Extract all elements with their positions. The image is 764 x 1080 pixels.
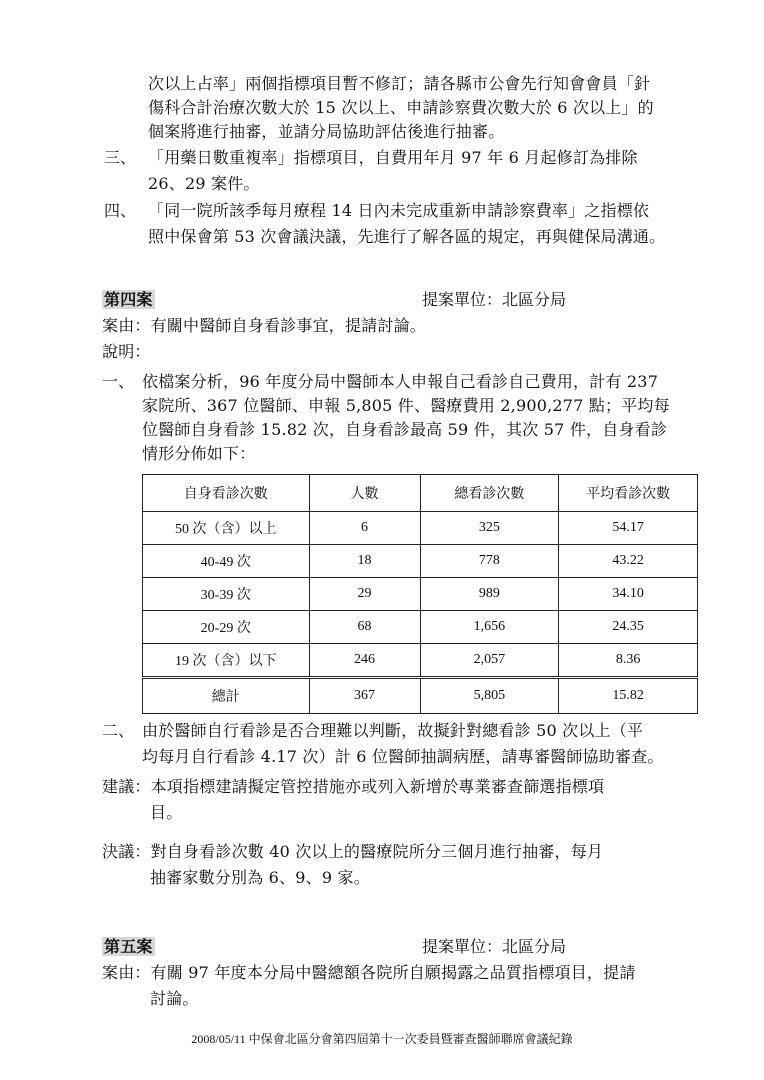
table-cell: 總計 [143, 678, 310, 714]
table-row [143, 578, 698, 611]
table-cell: 20-29 次 [143, 611, 310, 644]
table-cell: 246 [309, 644, 420, 678]
self-visit-table [142, 474, 698, 714]
suggest-line-2: 目。 [150, 803, 183, 822]
table-cell: 24.35 [559, 611, 698, 644]
table-cell: 68 [309, 611, 420, 644]
table-cell: 8.36 [559, 644, 698, 678]
page-footer: 2008/05/11 中保會北區分會第四屆第十一次委員暨審查醫師聯席會議紀錄 [191, 1032, 573, 1046]
table-header-row [143, 475, 698, 512]
table-cell: 34.10 [559, 578, 698, 611]
table-row [143, 512, 698, 545]
table-row [143, 644, 698, 678]
table-row [143, 611, 698, 644]
table-cell: 1,656 [420, 611, 559, 644]
table-cell: 367 [309, 678, 420, 714]
case5-reason-line-2: 討論。 [150, 989, 199, 1008]
case4-p2-marker: 二、 [102, 721, 135, 740]
item3-marker: 三、 [104, 148, 137, 167]
table-row [143, 545, 698, 578]
case4-p2-line-2: 均每月自行看診 4.17 次）計 6 位醫師抽調病歷，請專審醫師協助審查。 [142, 747, 664, 766]
case5-title-text: 第五案 [104, 937, 153, 956]
header-cell: 自身看診次數 [143, 475, 310, 512]
top-line-2: 傷科合計治療次數大於 15 次以上、申請診察費次數大於 6 次以上」的 [148, 98, 654, 117]
case4-title [102, 288, 155, 312]
item4-line-2: 照中保會第 53 次會議決議，先進行了解各區的規定，再與健保局溝通。 [148, 227, 666, 246]
table-cell: 18 [309, 545, 420, 578]
table-cell: 325 [420, 512, 559, 545]
case5-title [102, 935, 155, 959]
case4-p2-line-1: 由於醫師自行看診是否合理難以判斷，故擬針對總看診 50 次以上（平 [142, 721, 644, 740]
item3-line-1: 「用藥日數重複率」指標項目，自費用年月 97 年 6 月起修訂為排除 [148, 148, 638, 167]
case4-p1-line-4: 情形分佈如下： [142, 444, 256, 463]
item3-line-2: 26、29 案件。 [148, 174, 260, 193]
top-line-1: 次以上占率」兩個指標項目暫不修訂；請各縣市公會先行知會會員「針 [148, 74, 651, 93]
table-cell: 778 [420, 545, 559, 578]
table-cell: 29 [309, 578, 420, 611]
case4-reason: 案由：有關中醫師自身看診事宜，提請討論。 [102, 316, 427, 335]
case4-title-text: 第四案 [104, 290, 153, 309]
table-cell: 43.22 [559, 545, 698, 578]
suggest-line-1: 建議：本項指標建請擬定管控措施亦或列入新增於專業審查篩選指標項 [102, 777, 605, 796]
case5-reason-line-1: 案由：有關 97 年度本分局中醫總額各院所自願揭露之品質指標項目，提請 [102, 963, 636, 982]
case4-explain-label: 說明： [102, 342, 151, 361]
case4-unit: 提案單位：北區分局 [422, 290, 567, 309]
case4-p1-line-1: 依檔案分析，96 年度分局中醫師本人申報自己看診自己費用，計有 237 [142, 372, 659, 391]
table-cell: 989 [420, 578, 559, 611]
case5-unit: 提案單位：北區分局 [422, 937, 567, 956]
table-cell: 40-49 次 [143, 545, 310, 578]
table-cell: 15.82 [559, 678, 698, 714]
table-total-row [143, 678, 698, 714]
header-cell: 平均看診次數 [559, 475, 698, 512]
header-cell: 總看診次數 [420, 475, 559, 512]
header-cell: 人數 [309, 475, 420, 512]
decision-line-2: 抽審家數分別為 6、9、9 家。 [150, 868, 370, 887]
table-cell: 2,057 [420, 644, 559, 678]
table-cell: 30-39 次 [143, 578, 310, 611]
top-line-3: 個案將進行抽審，並請分局協助評估後進行抽審。 [148, 122, 505, 141]
item4-marker: 四、 [104, 201, 137, 220]
table-cell: 50 次（含）以上 [143, 512, 310, 545]
item4-line-1: 「同一院所該季每月療程 14 日內未完成重新申請診察費率」之指標依 [148, 201, 650, 220]
table-cell: 19 次（含）以下 [143, 644, 310, 678]
case4-p1-line-2: 家院所、367 位醫師、申報 5,805 件、醫療費用 2,900,277 點；平均每 [142, 396, 670, 415]
case4-p1-marker: 一、 [102, 372, 135, 391]
case4-p1-line-3: 位醫師自身看診 15.82 次，自身看診最高 59 件，其次 57 件，自身看診 [142, 420, 668, 439]
table-cell: 5,805 [420, 678, 559, 714]
table-cell: 54.17 [559, 512, 698, 545]
table-cell: 6 [309, 512, 420, 545]
decision-line-1: 決議：對自身看診次數 40 次以上的醫療院所分三個月進行抽審，每月 [102, 842, 604, 861]
